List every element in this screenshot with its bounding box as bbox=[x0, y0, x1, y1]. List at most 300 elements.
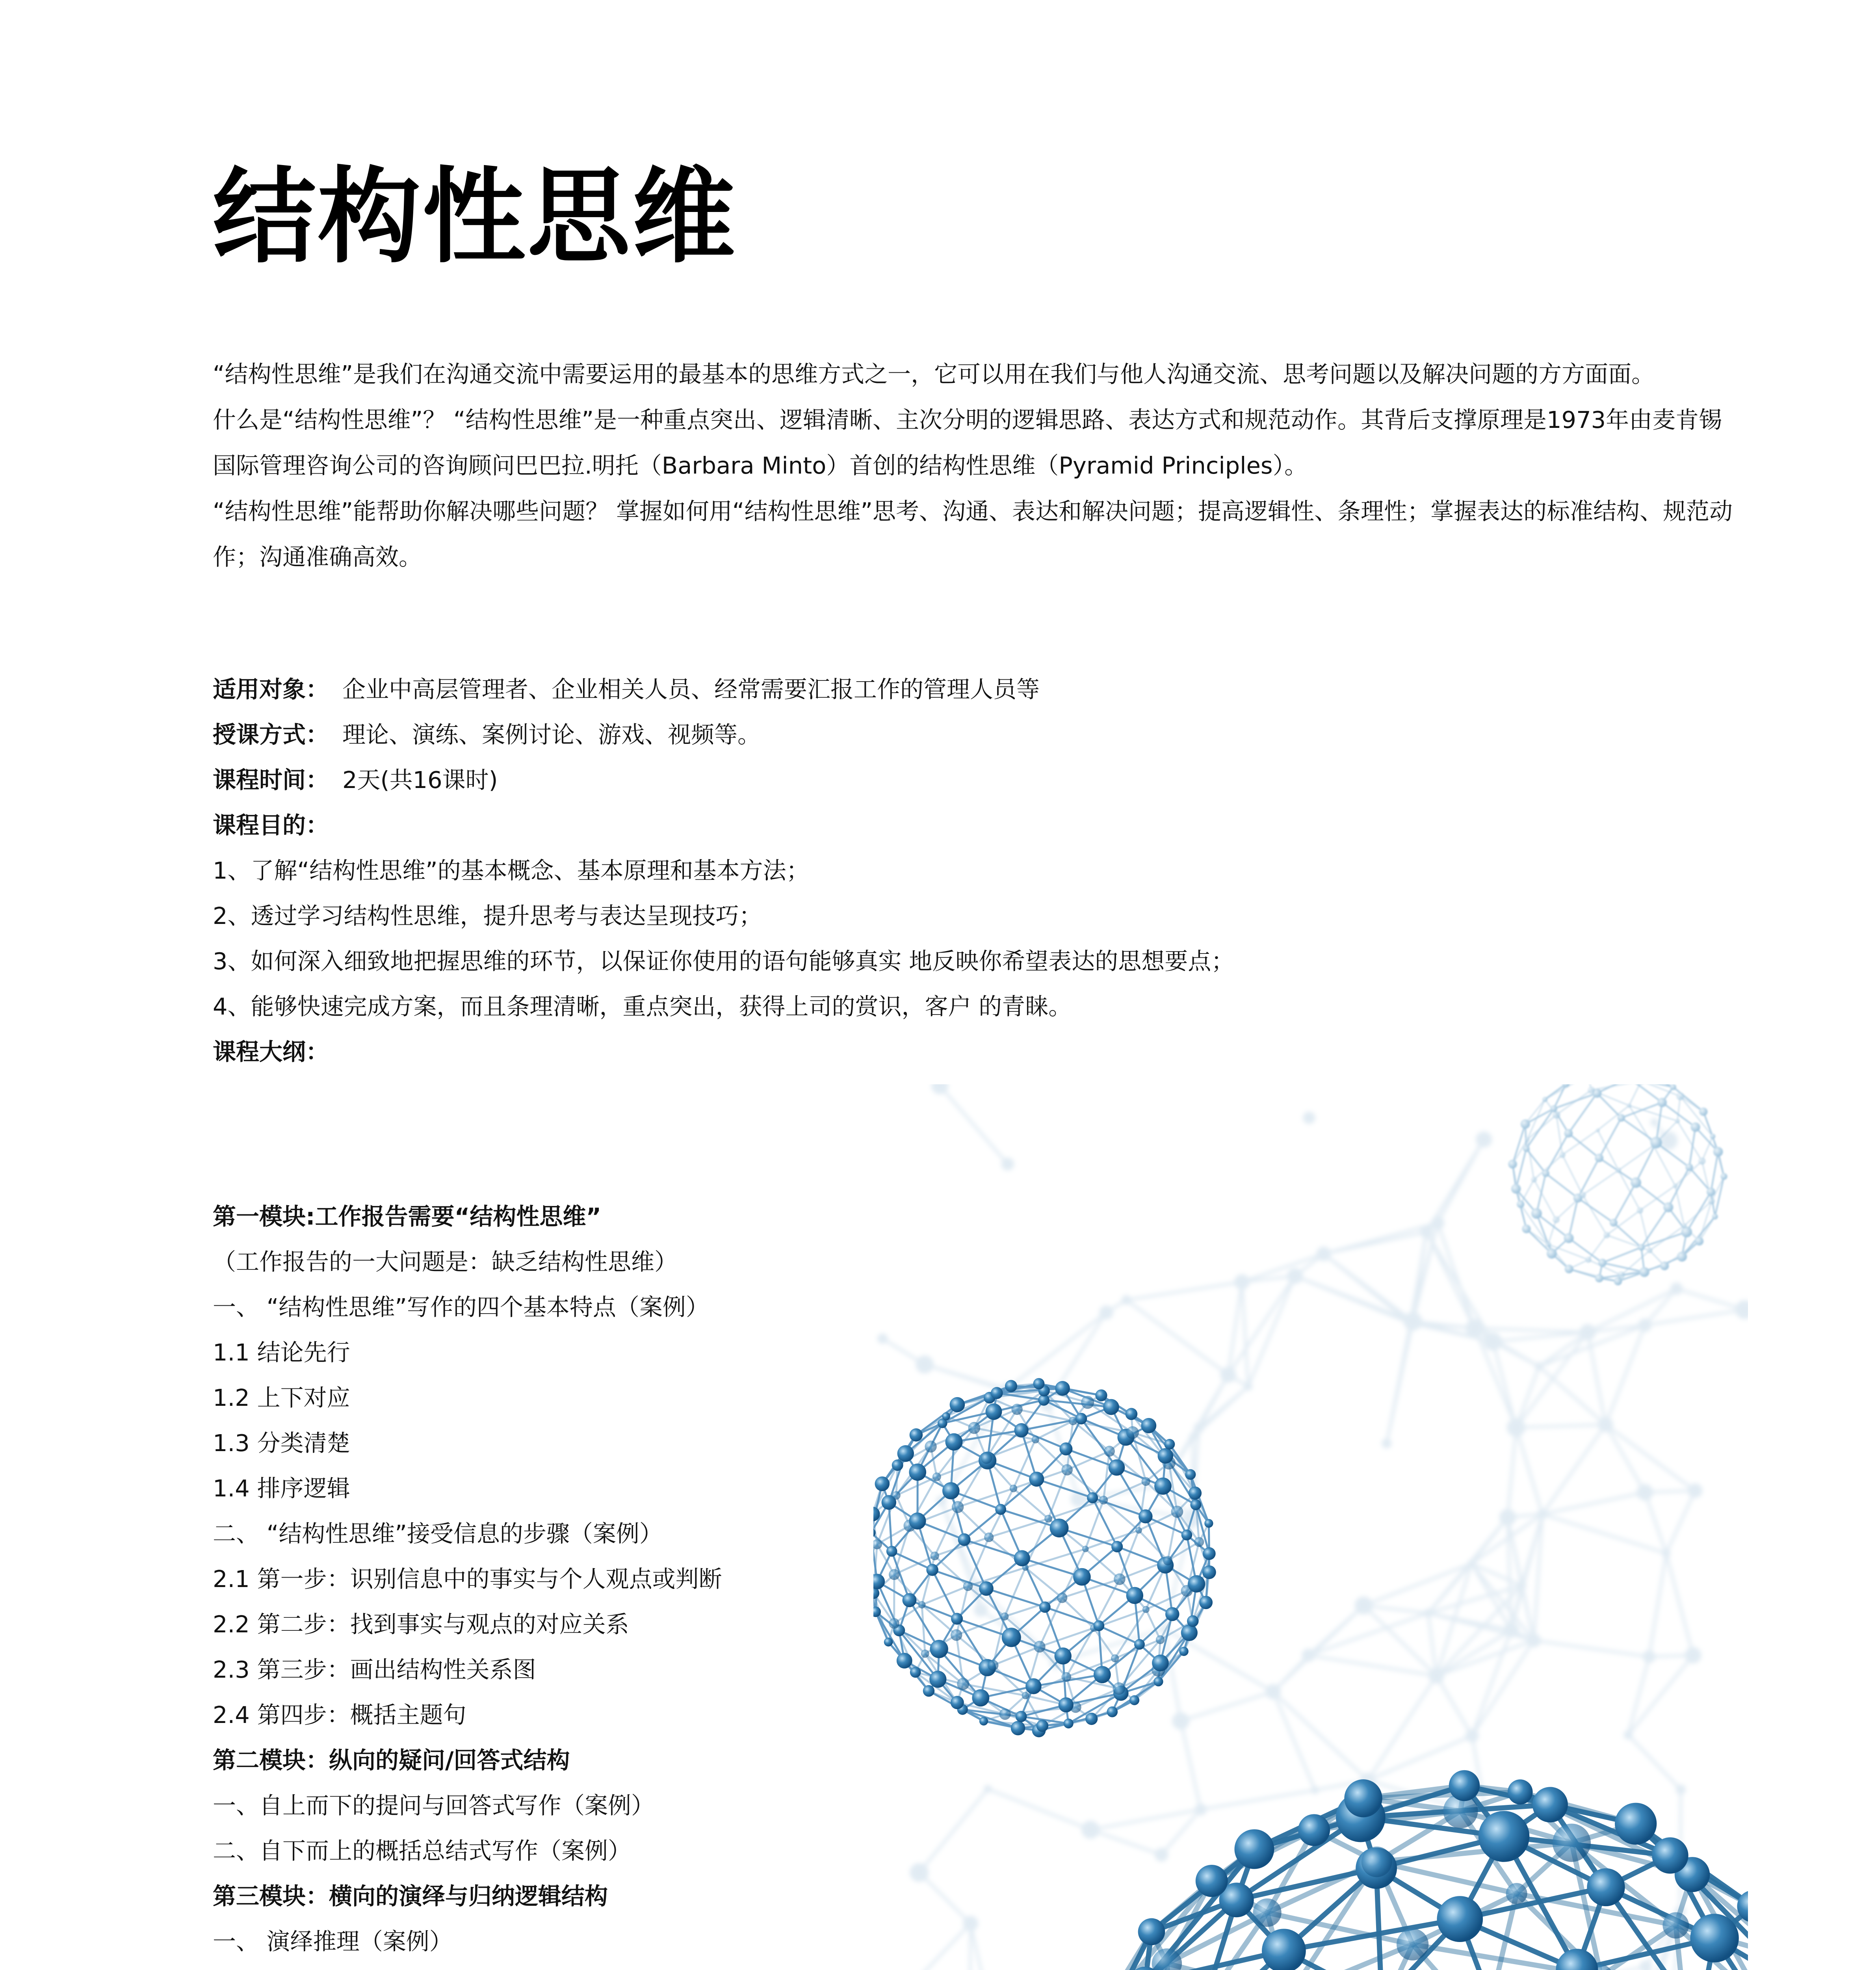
network-node bbox=[1532, 1787, 1568, 1822]
network-node bbox=[1073, 1568, 1091, 1586]
network-node bbox=[1647, 1248, 1653, 1253]
network-node bbox=[1698, 1158, 1705, 1165]
network-node bbox=[1181, 1624, 1198, 1641]
network-node bbox=[903, 1593, 917, 1607]
network-node bbox=[963, 1582, 973, 1591]
network-node bbox=[1639, 1267, 1649, 1277]
network-node bbox=[1691, 1123, 1700, 1132]
network-node bbox=[1547, 1249, 1557, 1259]
network-node bbox=[1707, 1188, 1715, 1196]
background-link bbox=[1438, 1139, 1484, 1223]
background-node bbox=[1685, 1647, 1701, 1663]
network-node bbox=[925, 1440, 936, 1452]
network-node bbox=[1682, 1223, 1687, 1228]
background-node bbox=[984, 1785, 992, 1793]
background-node bbox=[1244, 1382, 1252, 1391]
network-node bbox=[1154, 1478, 1172, 1495]
network-node bbox=[1676, 1092, 1684, 1100]
background-node bbox=[1662, 1549, 1670, 1557]
outline-item: 1.3 分类清楚 bbox=[213, 1429, 350, 1457]
network-node bbox=[942, 1412, 950, 1420]
network-link bbox=[1103, 1481, 1146, 1500]
duration-label: 课程时间： bbox=[213, 766, 329, 794]
network-node bbox=[1134, 1639, 1145, 1650]
network-node bbox=[1479, 1811, 1530, 1862]
network-link bbox=[1689, 1127, 1696, 1167]
background-link bbox=[1324, 1254, 1413, 1321]
outline-item: 2.2 第二步：找到事实与观点的对应关系 bbox=[213, 1611, 629, 1638]
network-node bbox=[951, 1629, 962, 1641]
network-node bbox=[986, 1403, 1002, 1420]
network-link bbox=[1641, 1232, 1687, 1247]
method-row bbox=[213, 712, 1741, 757]
background-node bbox=[1535, 1362, 1544, 1371]
page-title: 结构性思维 bbox=[213, 157, 737, 277]
network-node bbox=[1553, 1216, 1559, 1223]
intro-section bbox=[213, 351, 1741, 580]
background-node bbox=[1650, 1118, 1658, 1126]
network-node bbox=[1032, 1436, 1039, 1443]
background-node bbox=[974, 1603, 988, 1617]
background-link bbox=[1649, 1553, 1666, 1656]
goal-item: 3、如何深入细致地把握思维的环节，以保证你使用的语句能够真实 地反映你希望表达的思想要点； bbox=[213, 948, 1235, 975]
network-node bbox=[957, 1678, 969, 1690]
network-node bbox=[897, 1445, 914, 1462]
network-link bbox=[1025, 1568, 1062, 1598]
background-link bbox=[919, 1789, 988, 1872]
network-node bbox=[1631, 1177, 1641, 1188]
network-node bbox=[1005, 1380, 1017, 1392]
network-node bbox=[1181, 1530, 1192, 1541]
network-link bbox=[1618, 1170, 1640, 1210]
network-node bbox=[1506, 1883, 1527, 1904]
network-node bbox=[1126, 1408, 1138, 1420]
background-node bbox=[1507, 1418, 1525, 1437]
background-node bbox=[1287, 1268, 1303, 1284]
background-node bbox=[1467, 1559, 1476, 1568]
background-link bbox=[1645, 1310, 1744, 1325]
network-node bbox=[889, 1569, 900, 1580]
background-node bbox=[1220, 1367, 1236, 1383]
network-node bbox=[1055, 1381, 1070, 1396]
network-sphere-image bbox=[873, 1084, 1748, 1970]
network-node bbox=[1126, 1426, 1139, 1439]
background-link bbox=[1201, 1790, 1315, 1809]
network-node bbox=[1553, 1111, 1560, 1119]
network-node bbox=[1202, 1565, 1216, 1579]
network-link bbox=[922, 1605, 925, 1654]
network-node bbox=[1721, 1173, 1727, 1180]
network-node bbox=[1579, 1192, 1586, 1199]
background-link bbox=[1677, 1289, 1745, 1310]
network-link bbox=[1062, 1598, 1094, 1628]
network-node bbox=[991, 1387, 1003, 1399]
network-node bbox=[1588, 1087, 1595, 1094]
network-node bbox=[1156, 1635, 1165, 1644]
network-node bbox=[909, 1464, 926, 1481]
network-node bbox=[1044, 1515, 1052, 1523]
network-node bbox=[1637, 1207, 1643, 1214]
network-link bbox=[1005, 1568, 1025, 1617]
network-node bbox=[1545, 1241, 1551, 1247]
course-outline bbox=[213, 1194, 882, 1970]
network-link bbox=[1711, 1152, 1718, 1192]
background-node bbox=[1670, 1282, 1683, 1295]
background-link bbox=[1628, 1735, 1681, 1790]
network-node bbox=[958, 1533, 971, 1546]
network-link bbox=[1673, 1087, 1703, 1112]
network-node bbox=[1610, 1219, 1618, 1227]
network-node bbox=[1039, 1602, 1051, 1613]
network-node bbox=[1690, 1914, 1739, 1962]
goals-label: 课程目的： bbox=[213, 812, 329, 839]
network-node bbox=[1713, 1147, 1723, 1157]
network-node bbox=[1531, 1176, 1537, 1182]
background-node bbox=[1404, 1312, 1422, 1331]
network-node bbox=[1551, 1105, 1557, 1112]
network-node bbox=[1187, 1615, 1199, 1627]
network-link bbox=[1103, 1500, 1139, 1530]
network-node bbox=[1361, 1847, 1392, 1877]
network-node bbox=[1517, 1201, 1524, 1208]
outline-item: 一、 “结构性思维”写作的四个基本特点（案例） bbox=[213, 1294, 709, 1321]
network-node bbox=[1061, 1464, 1073, 1476]
network-node bbox=[1011, 1404, 1022, 1415]
network-node bbox=[930, 1640, 948, 1658]
intro-paragraph: “结构性思维”是我们在沟通交流中需要运用的最基本的思维方式之一，它可以用在我们与他人沟通交流、思考问题以及解决问题的方方面面。 bbox=[213, 361, 1655, 388]
network-node bbox=[1087, 1492, 1098, 1503]
network-node bbox=[1158, 1448, 1174, 1464]
background-link bbox=[1666, 1553, 1693, 1655]
background-link bbox=[1516, 1427, 1542, 1514]
goal-item: 4、能够快速完成方案，而且条理清晰，重点突出，获得上司的赏识，客户 的青睐。 bbox=[213, 993, 1072, 1020]
network-link bbox=[916, 1405, 957, 1435]
network-node bbox=[1142, 1606, 1150, 1613]
network-node bbox=[931, 1552, 939, 1560]
network-link bbox=[1689, 1167, 1711, 1192]
background-node bbox=[1265, 1684, 1281, 1699]
network-node bbox=[1675, 1119, 1680, 1123]
network-node bbox=[1171, 1505, 1183, 1518]
network-node bbox=[1234, 1829, 1274, 1869]
background-link bbox=[1273, 1692, 1368, 1780]
network-node bbox=[1564, 1233, 1574, 1243]
background-link bbox=[940, 1086, 1008, 1164]
background-link bbox=[1606, 1425, 1695, 1491]
outline-item: 2.4 第四步：概括主题句 bbox=[213, 1701, 466, 1728]
network-node bbox=[1617, 1271, 1625, 1279]
network-node bbox=[1508, 1779, 1533, 1805]
network-link bbox=[1641, 1207, 1668, 1247]
background-node bbox=[1466, 1729, 1479, 1742]
network-link bbox=[1521, 1180, 1534, 1204]
outline-item: 二、自下而上的概括总结式写作（案例） bbox=[213, 1837, 632, 1864]
network-node bbox=[1710, 1134, 1715, 1139]
network-node bbox=[1660, 1262, 1669, 1270]
method-label: 授课方式： bbox=[213, 721, 329, 748]
network-node bbox=[1057, 1593, 1067, 1603]
network-node bbox=[1163, 1556, 1172, 1565]
background-node bbox=[1382, 1438, 1391, 1448]
background-link bbox=[1228, 1282, 1242, 1375]
network-node bbox=[1095, 1389, 1107, 1401]
network-node bbox=[1010, 1485, 1017, 1492]
goal-item: 2、透过学习结构性思维，提升思考与表达呈现技巧； bbox=[213, 902, 762, 929]
background-link bbox=[1428, 1613, 1436, 1676]
network-node bbox=[1562, 1084, 1570, 1087]
background-node bbox=[1476, 1132, 1492, 1148]
network-link bbox=[957, 1635, 963, 1684]
network-link bbox=[1168, 1512, 1177, 1561]
network-node bbox=[1129, 1695, 1139, 1705]
background-node bbox=[1311, 1786, 1319, 1794]
background-link bbox=[1181, 1692, 1273, 1721]
network-link bbox=[1085, 1549, 1120, 1579]
outline-item: 二、 “结构性思维”接受信息的步骤（案例） bbox=[213, 1520, 663, 1547]
background-link bbox=[1516, 1425, 1605, 1427]
outline-item: 1.4 排序逻辑 bbox=[213, 1475, 350, 1502]
outline-item: 1.2 上下对应 bbox=[213, 1384, 350, 1411]
network-node bbox=[1103, 1399, 1119, 1415]
background-node bbox=[1355, 1596, 1373, 1614]
outline-item bbox=[213, 1964, 882, 1970]
background-link bbox=[1126, 1300, 1228, 1375]
duration-row bbox=[213, 757, 1741, 803]
background-node bbox=[916, 1355, 934, 1373]
network-link bbox=[1602, 1263, 1644, 1272]
background-link bbox=[1508, 1427, 1516, 1517]
network-node bbox=[918, 1601, 926, 1609]
network-node bbox=[897, 1653, 912, 1669]
network-node bbox=[1059, 1442, 1072, 1455]
background-link bbox=[1493, 1332, 1588, 1342]
network-node bbox=[1050, 1518, 1069, 1537]
network-node bbox=[1114, 1573, 1126, 1585]
background-node bbox=[1189, 1433, 1197, 1441]
network-node bbox=[1002, 1628, 1021, 1647]
outline-item: 2.1 第一步：识别信息中的事实与个人观点或判断 bbox=[213, 1565, 722, 1593]
background-link bbox=[892, 1924, 971, 1970]
network-node bbox=[1199, 1596, 1213, 1609]
background-node bbox=[1484, 1333, 1502, 1351]
network-node bbox=[1663, 1202, 1673, 1212]
network-link bbox=[1578, 1198, 1614, 1223]
network-node bbox=[909, 1513, 926, 1530]
network-node bbox=[1033, 1378, 1045, 1390]
network-node bbox=[1587, 1868, 1625, 1906]
background-node bbox=[1172, 1712, 1189, 1730]
background-node bbox=[1424, 1609, 1432, 1617]
background-node bbox=[1431, 1216, 1444, 1230]
network-node bbox=[942, 1482, 960, 1500]
network-node bbox=[1034, 1641, 1046, 1653]
network-node bbox=[1196, 1865, 1228, 1897]
network-node bbox=[1203, 1547, 1216, 1560]
background-node bbox=[963, 1916, 978, 1931]
network-node bbox=[988, 1660, 999, 1671]
network-node bbox=[1001, 1612, 1009, 1620]
network-node bbox=[892, 1459, 903, 1471]
network-node bbox=[1094, 1666, 1111, 1683]
network-node bbox=[1059, 1697, 1074, 1712]
network-node bbox=[1564, 1129, 1573, 1137]
background-node bbox=[1428, 1668, 1444, 1684]
background-link bbox=[1438, 1223, 1475, 1328]
background-link bbox=[1542, 1514, 1666, 1553]
molecular-network-icon bbox=[873, 1084, 1748, 1970]
network-node bbox=[886, 1546, 897, 1557]
network-node bbox=[1585, 1256, 1592, 1263]
background-link bbox=[1126, 1282, 1242, 1300]
network-node bbox=[910, 1428, 923, 1442]
outline-module-heading: 第二模块：纵向的疑问/回答式结构 bbox=[213, 1747, 570, 1774]
background-node bbox=[1638, 1318, 1651, 1332]
background-node bbox=[1504, 1622, 1519, 1638]
network-link bbox=[1629, 1084, 1641, 1106]
network-node bbox=[1194, 1537, 1204, 1547]
background-link bbox=[1436, 1676, 1472, 1736]
network-node bbox=[1081, 1396, 1094, 1409]
network-node bbox=[1075, 1413, 1087, 1424]
network-node bbox=[1064, 1719, 1074, 1728]
network-node bbox=[1437, 1896, 1483, 1942]
network-node bbox=[1673, 1183, 1677, 1188]
network-node bbox=[995, 1504, 1006, 1515]
background-node bbox=[1122, 1295, 1131, 1305]
outline-item: 一、 演绎推理（案例） bbox=[213, 1928, 453, 1955]
network-node bbox=[951, 1696, 964, 1709]
network-node bbox=[981, 1453, 992, 1464]
background-link bbox=[1248, 1276, 1295, 1386]
background-node bbox=[1637, 1484, 1653, 1501]
background-link bbox=[988, 1789, 1090, 1829]
network-node bbox=[1036, 1720, 1049, 1732]
network-node bbox=[1113, 1682, 1126, 1695]
network-node bbox=[926, 1564, 938, 1576]
network-node bbox=[1553, 1824, 1591, 1862]
network-link bbox=[1568, 1133, 1599, 1158]
background-node bbox=[1517, 1581, 1526, 1590]
method-value: 理论、演练、案例讨论、游戏、视频等。 bbox=[342, 721, 761, 748]
network-node bbox=[1025, 1678, 1042, 1695]
network-node bbox=[1104, 1446, 1115, 1457]
network-node bbox=[1522, 1225, 1531, 1233]
network-node bbox=[1016, 1711, 1027, 1722]
network-node bbox=[1685, 1163, 1693, 1171]
background-link bbox=[1606, 1325, 1645, 1424]
network-node bbox=[972, 1689, 989, 1706]
network-node bbox=[945, 1433, 962, 1451]
network-node bbox=[1111, 1654, 1119, 1662]
network-node bbox=[1011, 1721, 1025, 1735]
background-node bbox=[1303, 1111, 1315, 1124]
network-node bbox=[1559, 1152, 1566, 1158]
network-node bbox=[968, 1422, 981, 1434]
network-node bbox=[1099, 1496, 1108, 1504]
network-node bbox=[921, 1650, 929, 1658]
background-link bbox=[1090, 1830, 1161, 1855]
background-node bbox=[1001, 1158, 1014, 1171]
audience-label: 适用对象： bbox=[213, 676, 329, 703]
network-link bbox=[1536, 1173, 1545, 1214]
network-node bbox=[1712, 1214, 1718, 1219]
background-node bbox=[1234, 1274, 1250, 1290]
network-node bbox=[1662, 1912, 1689, 1938]
network-node bbox=[952, 1501, 964, 1513]
background-link bbox=[1427, 1232, 1475, 1328]
network-node bbox=[1179, 1647, 1189, 1656]
network-link bbox=[1568, 1093, 1597, 1134]
network-node bbox=[1616, 1167, 1621, 1173]
network-node bbox=[1093, 1620, 1104, 1631]
network-node bbox=[1542, 1097, 1547, 1102]
network-node bbox=[1521, 1119, 1530, 1129]
background-link bbox=[1242, 1282, 1248, 1386]
network-node bbox=[1188, 1575, 1205, 1593]
duration-value: 2天(共16课时) bbox=[342, 766, 498, 794]
background-link bbox=[1516, 1366, 1539, 1427]
network-node bbox=[1126, 1587, 1143, 1604]
network-link bbox=[1527, 1115, 1557, 1139]
network-node bbox=[1055, 1647, 1072, 1664]
network-link bbox=[968, 1568, 1025, 1586]
background-link bbox=[1364, 1606, 1428, 1613]
background-node bbox=[1302, 1648, 1315, 1662]
network-node bbox=[1014, 1423, 1028, 1437]
background-link bbox=[1493, 1342, 1516, 1427]
network-link bbox=[1588, 1235, 1607, 1260]
network-node bbox=[1598, 1259, 1607, 1267]
network-node bbox=[1652, 1837, 1688, 1873]
network-node bbox=[979, 1717, 988, 1725]
background-node bbox=[1623, 1730, 1633, 1740]
network-link bbox=[1526, 1149, 1545, 1173]
background-link bbox=[1228, 1276, 1295, 1375]
background-link bbox=[1645, 1492, 1666, 1554]
network-node bbox=[1298, 1814, 1330, 1846]
background-node bbox=[1537, 1509, 1548, 1520]
network-node bbox=[1565, 1265, 1573, 1273]
network-node bbox=[884, 1637, 893, 1647]
network-node bbox=[1618, 1114, 1625, 1122]
network-link bbox=[1636, 1183, 1668, 1208]
outline-item: 一、自上而下的提问与回答式写作（案例） bbox=[213, 1792, 655, 1819]
network-node bbox=[1508, 1160, 1517, 1168]
network-link bbox=[1067, 1451, 1109, 1470]
network-node bbox=[1708, 1198, 1715, 1204]
network-node bbox=[1542, 1170, 1549, 1177]
background-link bbox=[1475, 1328, 1539, 1366]
background-link bbox=[1181, 1721, 1201, 1810]
background-link bbox=[971, 1924, 994, 1970]
network-node bbox=[979, 1581, 994, 1596]
background-node bbox=[1735, 1300, 1748, 1319]
network-node bbox=[1185, 1469, 1196, 1480]
background-node bbox=[1643, 1650, 1655, 1663]
background-link bbox=[1542, 1492, 1645, 1514]
network-node bbox=[932, 1472, 941, 1481]
goal-item: 1、了解“结构性思维”的基本概念、基本原理和基本方法； bbox=[213, 857, 810, 884]
background-link bbox=[1542, 1425, 1605, 1514]
network-node bbox=[1397, 1928, 1428, 1960]
background-link bbox=[919, 1873, 970, 1924]
background-link bbox=[1324, 1223, 1438, 1254]
network-node bbox=[1595, 1154, 1604, 1162]
network-link bbox=[1699, 1217, 1715, 1241]
network-node bbox=[1082, 1546, 1089, 1552]
background-node bbox=[1317, 1247, 1331, 1261]
background-node bbox=[910, 1863, 929, 1882]
